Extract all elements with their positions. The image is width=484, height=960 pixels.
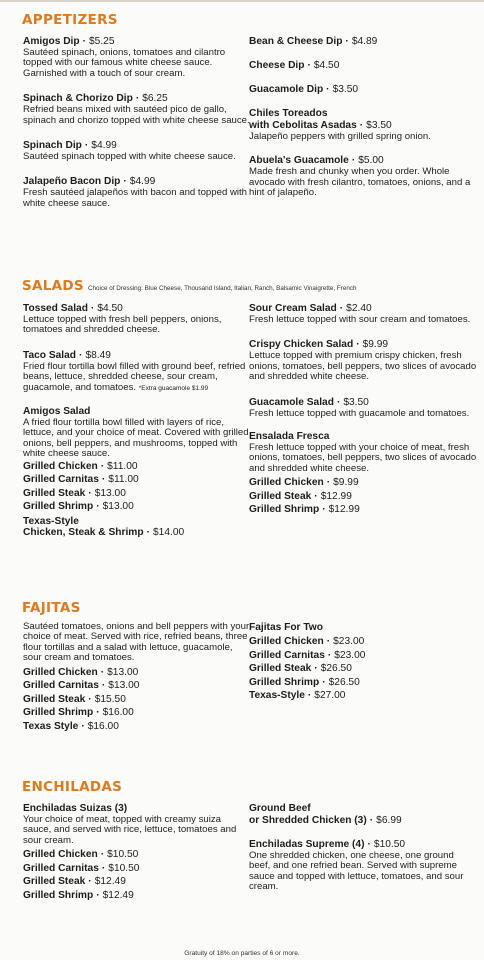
option-price: $12.49	[102, 890, 134, 901]
option-price: $10.50	[108, 862, 140, 874]
option-name: Grilled Steak	[23, 693, 86, 705]
option-row: Grilled Shrimp · $26.50	[249, 676, 360, 688]
item-name: Amigos Dip	[23, 36, 80, 47]
item-name: Ensalada Fresca	[249, 431, 330, 443]
option-price: $16.00	[87, 721, 119, 732]
option-name: Grilled Carnitas	[23, 680, 99, 692]
option-row: Grilled Steak · $12.99	[249, 490, 352, 502]
item-price: $3.50	[332, 84, 359, 95]
option-name: Grilled Shrimp	[249, 676, 320, 688]
option-name: Grilled Chicken	[249, 477, 324, 489]
enchiladas-right-column	[249, 803, 477, 893]
item-price: $2.40	[346, 303, 372, 314]
item-name: Sour Cream Salad	[249, 303, 337, 314]
option-name: Grilled Shrimp	[23, 707, 94, 719]
option-name: Texas-Style	[23, 516, 79, 528]
option-row: Grilled Steak · $26.50	[249, 663, 352, 675]
option-row: Grilled Chicken · $11.00	[23, 460, 138, 472]
menu-item: Bean & Cheese Dip · $4.89	[249, 36, 378, 47]
option-price: $11.00	[107, 460, 138, 472]
salads-right-column	[249, 303, 477, 517]
option-price: $23.00	[334, 649, 366, 661]
item-price: $6.99	[376, 815, 402, 826]
option-price: $26.50	[328, 676, 360, 688]
option-price: $16.00	[102, 707, 134, 719]
option-row: Grilled Carnitas · $10.50	[23, 862, 140, 874]
item-name-line2: with Cebolitas Asadas	[249, 120, 357, 131]
enchiladas-heading: ENCHILADAS	[22, 779, 123, 795]
option-name: Grilled Chicken	[23, 460, 98, 472]
salads-heading	[22, 278, 357, 294]
item-description: Lettuce topped with premium crispy chicken, fresh onions, tomatoes, bell peppers, two slices of avocado and shredded white cheese.	[249, 350, 477, 383]
option-name: Grilled Chicken	[23, 849, 98, 861]
option-price: $13.00	[94, 487, 126, 499]
item-description: Lettuce topped with fresh bell peppers, onions, tomatoes and shredded cheese.	[23, 314, 222, 336]
option-price: $23.00	[333, 636, 365, 647]
option-name-line2: Chicken, Steak & Shrimp	[23, 527, 144, 539]
option-price: $12.99	[328, 504, 360, 516]
fajitas-right-column	[249, 622, 477, 703]
item-price: $5.25	[89, 36, 115, 47]
option-row: Grilled Shrimp · $13.00	[23, 501, 134, 513]
item-name: Spinach Dip	[23, 140, 82, 152]
item-description-text: Fried flour tortilla bowl filled with ground beef, refried beans, lettuce, shredded cheese, sour cream, guacamole, and tomatoes.	[23, 360, 246, 393]
item-price: $4.89	[351, 36, 378, 47]
option-price: $10.50	[107, 849, 139, 861]
option-row	[23, 516, 251, 527]
option-row: Grilled Carnitas · $23.00	[249, 649, 366, 661]
option-price: $12.49	[94, 876, 126, 888]
option-row: Grilled Chicken · $9.99	[249, 477, 359, 489]
appetizers-left-column	[23, 36, 251, 209]
item-description: Fresh lettuce topped with your choice of meat, fresh onions, tomatoes, bell peppers, two slices of avocado and shredded white cheese.	[249, 442, 477, 474]
option-row: Grilled Steak · $12.49	[23, 876, 126, 888]
option-price: $13.00	[108, 680, 140, 692]
extra-guacamole-note: *Extra guacamole $1.99	[138, 384, 209, 392]
menu-item: Chiles Toreados with Cebolitas Asadas · $3.50 Jalapeño peppers with grilled spring onion.	[249, 108, 477, 142]
option-name: Grilled Chicken	[23, 666, 98, 678]
item-price: $9.99	[362, 339, 389, 351]
item-description: Refried beans mixed with sautéed pico de gallo, spinach and chorizo topped with white cheese sauce.	[23, 104, 250, 126]
appetizers-heading: APPETIZERS	[22, 12, 118, 28]
option-price: $15.50	[94, 693, 126, 705]
item-description: A fried flour tortilla bowl filled with layers of rice, lettuce, and your choice of meat. Covered with grilled onions, bell peppers, and mushrooms, topped with white cheese sauce.	[23, 417, 249, 460]
item-name: Cheese Dip	[249, 60, 305, 71]
item-price: $6.25	[142, 93, 168, 105]
fajitas-heading: FAJITAS	[22, 600, 81, 616]
option-price: $27.00	[314, 690, 346, 702]
option-price: $9.99	[333, 477, 359, 489]
item-price: $4.99	[91, 140, 117, 152]
option-row: Grilled Chicken · $13.00	[23, 666, 139, 678]
dressing-note: Choice of Dressing: Blue Cheese, Thousand Island, Italian, Ranch, Balsamic Vinaigrette, French	[87, 285, 357, 292]
item-name: Bean & Cheese Dip	[249, 36, 343, 47]
fajitas-for-two-title: Fajitas For Two	[249, 622, 323, 633]
item-name-line2: or Shredded Chicken (3)	[249, 815, 367, 826]
item-name: Jalapeño Bacon Dip	[23, 176, 121, 188]
item-description: Jalapeño peppers with grilled spring onion.	[249, 131, 431, 142]
option-row: Grilled Chicken · $10.50	[23, 849, 139, 861]
appetizers-right-column	[249, 36, 477, 199]
item-description: Made fresh and chunky when you order. Whole avocado with fresh cilantro, tomatoes, onions, and a hint of jalapeño.	[249, 166, 471, 199]
option-row: Grilled Shrimp · $12.49	[23, 890, 134, 901]
item-name: Chiles Toreados	[249, 108, 328, 119]
option-row: Grilled Carnitas · $11.00	[23, 474, 139, 486]
item-name: Ground Beef	[249, 803, 311, 814]
menu-item: Tossed Salad · $4.50 Lettuce topped with fresh bell peppers, onions, tomatoes and shredded cheese.	[23, 303, 251, 336]
option-name: Grilled Shrimp	[23, 890, 94, 901]
item-name: Amigos Salad	[23, 406, 91, 418]
menu-item: Ground Beef or Shredded Chicken (3) · $6.99	[249, 803, 402, 826]
item-name: Enchiladas Supreme (4)	[249, 839, 365, 850]
option-name: Grilled Carnitas	[249, 649, 325, 661]
option-price: $26.50	[320, 663, 352, 675]
option-price: $12.99	[320, 490, 352, 502]
option-price: $13.00	[107, 666, 139, 678]
item-price: $10.50	[373, 839, 406, 850]
option-row: Grilled Carnitas · $13.00	[23, 680, 140, 692]
item-name: Tossed Salad	[23, 303, 88, 314]
item-description: Sautéed spinach, onions, tomatoes and cilantro topped with our famous white cheese sauce. Garnished with a touch of sour cream.	[23, 47, 226, 79]
menu-item	[23, 406, 251, 539]
option-price: $13.00	[102, 501, 134, 513]
item-price: $4.50	[313, 60, 340, 71]
option-name: Grilled Steak	[23, 876, 86, 888]
option-name: Texas-Style	[249, 690, 305, 702]
item-description: Fresh lettuce topped with guacamole and tomatoes.	[249, 407, 470, 419]
option-name: Texas Style	[23, 721, 79, 732]
item-name: Taco Salad	[23, 349, 77, 361]
item-price: $4.50	[97, 303, 123, 314]
menu-item: Jalapeño Bacon Dip · $4.99 Fresh sautéed jalapeños with bacon and topped with white cheese sauce.	[23, 176, 251, 209]
fajitas-description: Sautéed tomatoes, onions and bell peppers with your choice of meat. Served with rice, refried beans, three flour tortillas and a salad with lettuce, guacamole, sour cream and tomatoes.	[23, 621, 250, 664]
option-row: Grilled Chicken · $23.00	[249, 636, 365, 647]
item-name: Abuela's Guacamole	[249, 155, 349, 167]
menu-item: Crispy Chicken Salad · $9.99 Lettuce topped with premium crispy chicken, fresh onions, tomatoes, bell peppers, two slices of avocado and shredded white cheese.	[249, 339, 477, 383]
option-row: Grilled Steak · $15.50	[23, 693, 126, 705]
fajitas-left-column	[23, 622, 251, 734]
option-name: Grilled Steak	[23, 487, 86, 499]
item-price: $3.50	[366, 120, 392, 131]
item-description: One shredded chicken, one cheese, one ground beef, and one refried bean. Served with supreme sauce and topped with lettuce, tomatoes, and sour cream.	[249, 850, 464, 893]
option-row: Texas-Style · $27.00	[249, 690, 346, 702]
item-name: Guacamole Dip	[249, 84, 324, 95]
menu-item: Enchiladas Supreme (4) · $10.50 One shredded chicken, one cheese, one ground beef, and one refried bean. Served with supreme sauce and topped with lettuce, tomatoes, and sour cream.	[249, 839, 477, 893]
menu-item: Amigos Dip · $5.25 Sautéed spinach, onions, tomatoes and cilantro topped with our famous white cheese sauce. Garnished with a touch of sour cream.	[23, 36, 251, 79]
enchiladas-left-column	[23, 803, 251, 903]
option-row: Chicken, Steak & Shrimp · $14.00	[23, 527, 185, 539]
option-row: Grilled Shrimp · $16.00	[23, 707, 134, 719]
item-price: $3.50	[343, 396, 369, 408]
item-price: $4.99	[129, 176, 156, 188]
item-name: Crispy Chicken Salad	[249, 339, 354, 351]
option-name: Grilled Shrimp	[249, 504, 320, 516]
option-name: Grilled Shrimp	[23, 501, 94, 513]
menu-item: Spinach & Chorizo Dip · $6.25 Refried beans mixed with sautéed pico de gallo, spinach and chorizo topped with white cheese sauce.	[23, 93, 250, 126]
menu-item: Guacamole Dip · $3.50	[249, 84, 359, 95]
item-name: Enchiladas Suizas (3)	[23, 803, 128, 814]
top-rule	[0, 0, 484, 2]
item-description: Fresh lettuce topped with sour cream and tomatoes.	[249, 314, 471, 325]
option-name: Grilled Chicken	[249, 636, 324, 647]
menu-item: Cheese Dip · $4.50	[249, 60, 340, 71]
menu-item: Taco Salad · $8.49 Fried flour tortilla bowl filled with ground beef, refried beans, lettuce, shredded cheese, sour cream, guacamole, and tomatoes. *Extra guacamole $1.99	[23, 350, 251, 394]
item-price: $8.49	[85, 349, 111, 361]
salads-left-column	[23, 303, 251, 539]
option-row: Grilled Steak · $13.00	[23, 487, 126, 499]
item-name: Guacamole Salad	[249, 396, 334, 408]
option-name: Grilled Steak	[249, 663, 312, 675]
menu-item: Spinach Dip · $4.99 Sautéed spinach topped with white cheese sauce.	[23, 140, 251, 162]
item-description: Fresh sautéed jalapeños with bacon and topped with white cheese sauce.	[23, 187, 248, 209]
menu-item: Guacamole Salad · $3.50 Fresh lettuce topped with guacamole and tomatoes.	[249, 397, 477, 419]
item-name: Spinach & Chorizo Dip	[23, 93, 133, 105]
option-name: Grilled Steak	[249, 490, 312, 502]
gratuity-note: Gratuity of 18% on parties of 6 or more.	[184, 950, 300, 957]
menu-item: Sour Cream Salad · $2.40 Fresh lettuce topped with sour cream and tomatoes.	[249, 303, 477, 325]
option-name: Grilled Carnitas	[23, 474, 99, 486]
item-description	[23, 362, 251, 394]
option-row: Texas Style · $16.00	[23, 721, 119, 732]
menu-item: Abuela's Guacamole · $5.00 Made fresh and chunky when you order. Whole avocado with fresh cilantro, tomatoes, onions, and a hint of jalapeño.	[249, 155, 477, 198]
option-price: $11.00	[108, 474, 139, 486]
option-name: Grilled Carnitas	[23, 862, 99, 874]
item-description: Your choice of meat, topped with creamy suiza sauce, and served with rice, lettuce, tomatoes and sour cream.	[23, 814, 237, 846]
item-price: $5.00	[358, 155, 384, 167]
item-description: Sautéed spinach topped with white cheese sauce.	[23, 151, 236, 163]
option-row: Grilled Shrimp · $12.99	[249, 504, 360, 516]
option-price: $14.00	[153, 527, 185, 539]
menu-item	[249, 431, 477, 517]
salads-title: SALADS	[22, 278, 84, 294]
